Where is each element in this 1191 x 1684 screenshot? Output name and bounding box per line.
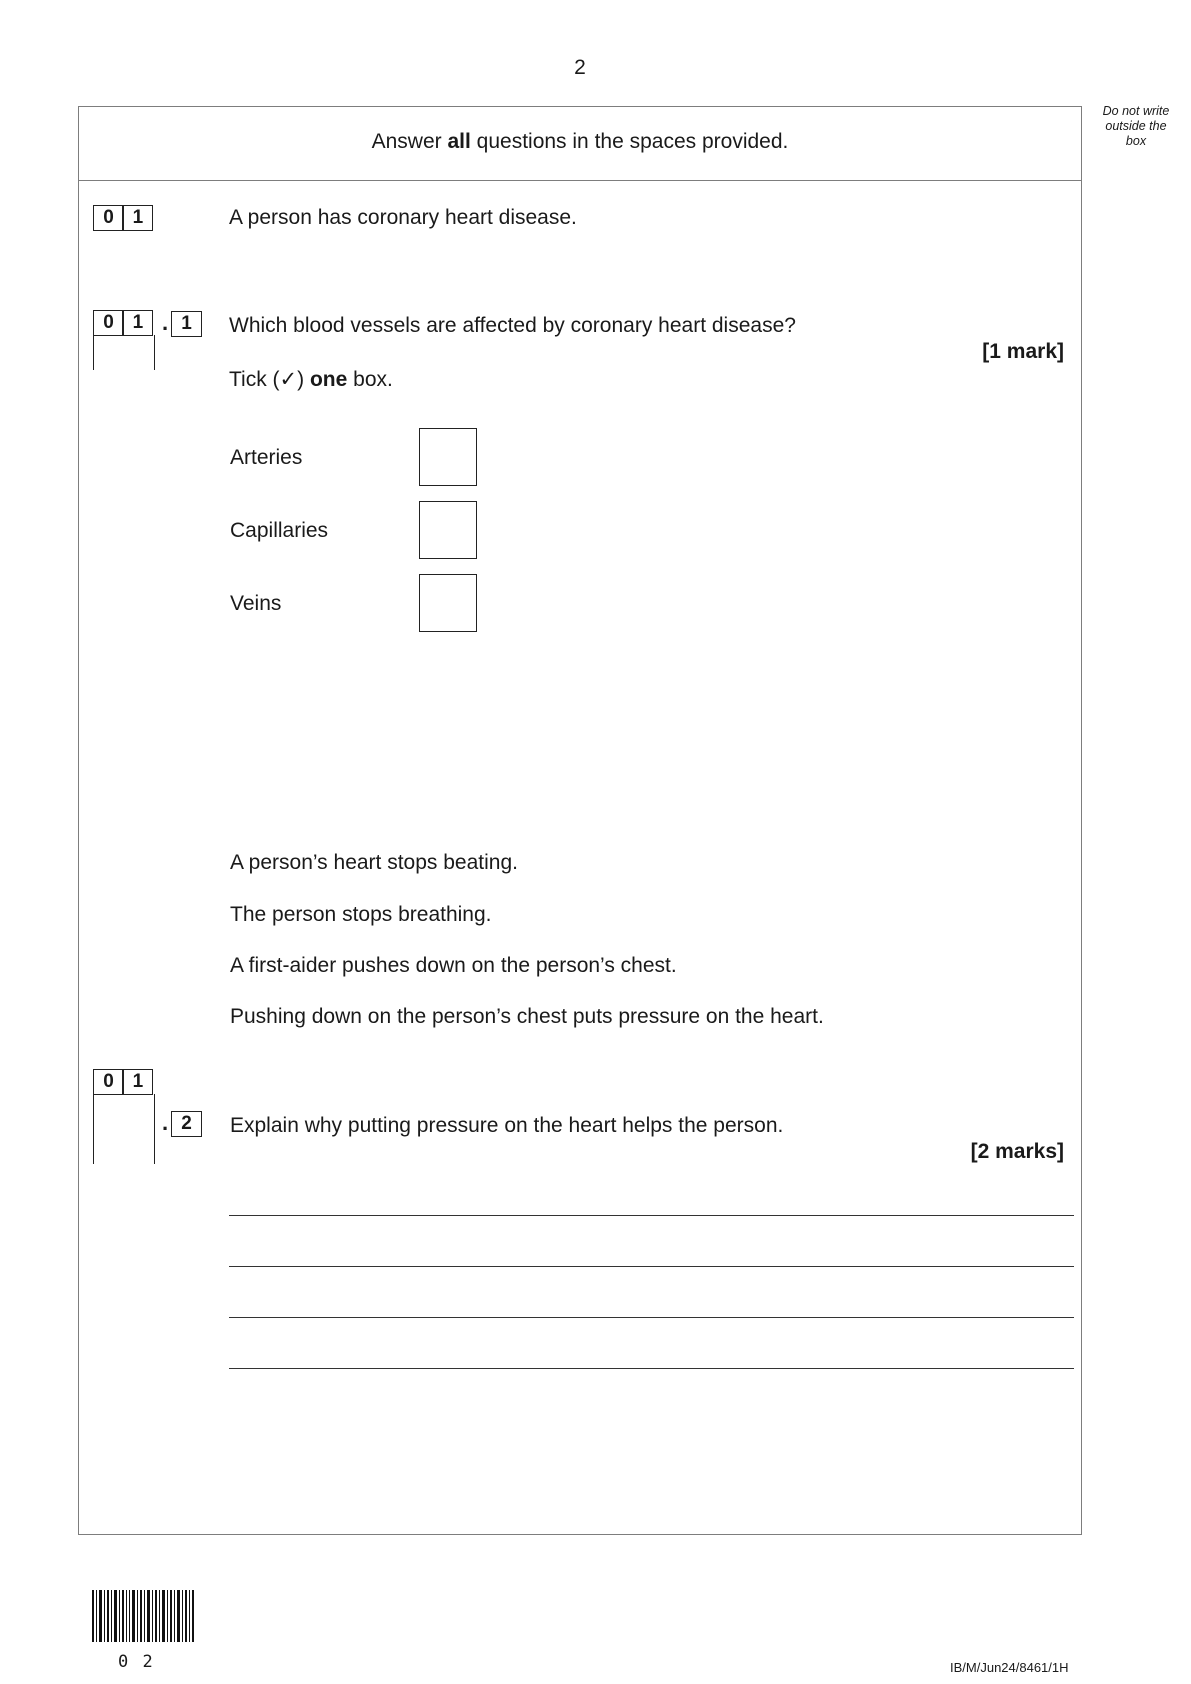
tick-instruction [229, 367, 393, 392]
question-01-2-part-box: 2 [171, 1111, 202, 1137]
question-01-1-bracket-right [154, 335, 155, 370]
question-01-2-marks: [2 marks] [970, 1140, 1064, 1163]
header-divider [78, 180, 1082, 181]
question-01-1-marks: [1 mark] [982, 340, 1064, 363]
margin-note-line-3: box [1125, 134, 1147, 148]
barcode-digits: 0 2 [118, 1652, 155, 1672]
scenario-line-4: Pushing down on the person’s chest puts pressure on the heart. [230, 1005, 824, 1028]
instruction-emphasis: all [447, 130, 471, 153]
question-01-2-bracket-right [154, 1094, 155, 1164]
question-01-number [93, 205, 153, 231]
answer-line-1[interactable] [229, 1215, 1074, 1216]
margin-note-line-2: outside the [1105, 119, 1167, 133]
question-01-1-bracket-left [93, 335, 94, 370]
question-01-1-digit-1: 0 [93, 310, 124, 336]
instruction-start: Answer [371, 130, 448, 153]
question-01-1-number [93, 310, 153, 336]
question-01-1-digit-2: 1 [122, 310, 153, 336]
question-01-1-dot: . [162, 310, 169, 335]
question-01-2-digit-2: 1 [122, 1069, 153, 1095]
margin-note [1086, 104, 1186, 149]
question-01-digit-1: 0 [93, 205, 124, 231]
tickbox-arteries[interactable] [419, 428, 477, 486]
scenario-line-2: The person stops breathing. [230, 903, 492, 926]
tick-instruction-emphasis: one [309, 368, 348, 391]
question-01-digit-2: 1 [122, 205, 153, 231]
question-01-intro: A person has coronary heart disease. [229, 206, 577, 229]
answer-line-4[interactable] [229, 1368, 1074, 1369]
question-01-1-text: Which blood vessels are affected by coronary heart disease? [229, 314, 796, 337]
instruction-end: questions in the spaces provided. [470, 130, 789, 153]
question-01-2-digit-1: 0 [93, 1069, 124, 1095]
answer-line-2[interactable] [229, 1266, 1074, 1267]
instruction [78, 130, 1082, 154]
question-01-2-dot: . [162, 1110, 169, 1135]
option-label-capillaries: Capillaries [230, 519, 329, 542]
question-01-1-part-box: 1 [171, 311, 202, 337]
scenario-line-1: A person’s heart stops beating. [230, 851, 518, 874]
option-label-veins: Veins [230, 592, 282, 615]
question-01-1-part [171, 311, 202, 337]
answer-line-3[interactable] [229, 1317, 1074, 1318]
question-01-2-bracket-left [93, 1094, 94, 1164]
option-label-arteries: Arteries [230, 446, 303, 469]
question-01-2-text: Explain why putting pressure on the heart helps the person. [230, 1114, 784, 1137]
tickbox-capillaries[interactable] [419, 501, 477, 559]
question-01-2-number [93, 1069, 153, 1095]
tickbox-veins[interactable] [419, 574, 477, 632]
tick-instruction-start: Tick (✓) [229, 368, 310, 391]
barcode-graphic [92, 1590, 200, 1646]
tick-instruction-end: box. [347, 368, 393, 391]
question-01-2-part [171, 1111, 202, 1137]
barcode [92, 1590, 200, 1651]
paper-reference-code: IB/M/Jun24/8461/1H [950, 1660, 1069, 1675]
scenario-line-3: A first-aider pushes down on the person’s chest. [230, 954, 677, 977]
page-number: 2 [574, 56, 586, 79]
margin-note-line-1: Do not write [1102, 104, 1170, 118]
